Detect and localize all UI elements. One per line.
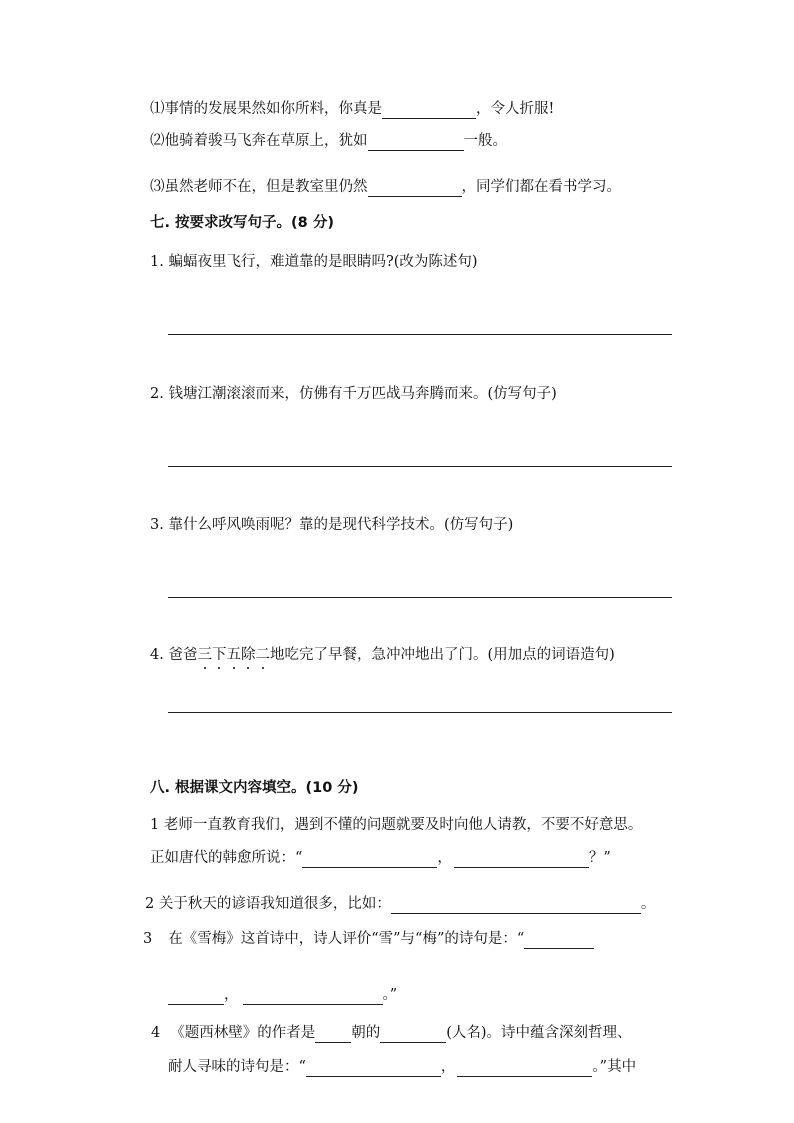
- s8-q1-lead: 正如唐代的韩愈所说：“: [150, 850, 303, 866]
- s7-answer-line-3[interactable]: [168, 597, 672, 598]
- dotted-char: 三: [197, 647, 212, 663]
- s8-q1-comma: ，: [437, 850, 452, 866]
- s6-item-2-tail: 一般。: [463, 133, 507, 149]
- section-8-title: 八. 根据课文内容填空。(10 分): [150, 780, 359, 796]
- section-7-title: 七. 按要求改写句子。(8 分): [150, 215, 334, 231]
- dotted-char: 五: [226, 647, 241, 663]
- s8-q4-blank-author[interactable]: [380, 1026, 446, 1043]
- s8-q4-blank-1[interactable]: [306, 1060, 441, 1077]
- s6-item-2-text: ⑵他骑着骏马飞奔在草原上，犹如: [150, 133, 368, 149]
- s8-q2-blank[interactable]: [391, 897, 641, 914]
- s8-q3-line2: [168, 985, 397, 1005]
- s7-question-3: 3. 靠什么呼风唤雨呢？靠的是现代科学技术。(仿写句子): [150, 517, 514, 533]
- s8-q4-text-a: 《题西林壁》的作者是: [170, 1025, 316, 1041]
- s7-question-2: 2. 钱塘江潮滚滚而来，仿佛有千万匹战马奔腾而来。(仿写句子): [150, 386, 557, 402]
- s7-answer-line-2[interactable]: [168, 466, 672, 467]
- dotted-char: 二: [255, 647, 270, 663]
- s6-item-1-tail: ，令人折服!: [476, 101, 555, 117]
- s8-q4-comma: ，: [440, 1059, 456, 1075]
- s8-q4-number: 4: [151, 1025, 161, 1041]
- dotted-char: 除: [240, 647, 256, 663]
- s6-item-1-blank[interactable]: [382, 102, 476, 119]
- s8-q3-number: 3: [143, 931, 153, 947]
- s8-q2: [145, 894, 655, 914]
- s8-q3-line1: [143, 929, 594, 949]
- s7-question-4: [150, 645, 615, 665]
- s8-q4-text-c: (人名)。诗中蕴含深刻哲理、: [446, 1025, 632, 1041]
- dotted-char: 下: [211, 647, 227, 663]
- s8-q1-blank-2[interactable]: [454, 851, 589, 868]
- s8-q4-blank-2[interactable]: [457, 1060, 592, 1077]
- s7-q4-lead: 4. 爸爸: [150, 647, 198, 663]
- s6-item-2: [150, 131, 507, 151]
- s6-item-2-blank[interactable]: [368, 134, 464, 151]
- s7-answer-line-4[interactable]: [168, 712, 672, 713]
- s8-q3-blank-1[interactable]: [524, 932, 594, 949]
- s8-q1-blank-1[interactable]: [302, 851, 437, 868]
- s8-q3-text: 在《雪梅》这首诗中，诗人评价“雪”与“梅”的诗句是：“: [168, 931, 525, 947]
- s8-q4-blank-dynasty[interactable]: [315, 1026, 351, 1043]
- s8-q3-end: 。”: [382, 987, 398, 1003]
- s8-q3-blank-2[interactable]: [243, 988, 383, 1005]
- s6-item-1-text: ⑴事情的发展果然如你所料，你真是: [150, 101, 382, 117]
- s6-item-3-tail: ，同学们都在看书学习。: [461, 179, 621, 195]
- s8-q1-line1: 1 老师一直教育我们，遇到不懂的问题就要及时向他人请教，不要不好意思。: [150, 817, 643, 833]
- s7-q4-tail: 地吃完了早餐，急冲冲地出了门。(用加点的词语造句): [269, 647, 615, 663]
- s6-item-1: [150, 99, 554, 119]
- s7-answer-line-1[interactable]: [168, 334, 672, 335]
- s8-q4-line1: [151, 1023, 632, 1043]
- s6-item-3: [150, 177, 621, 197]
- s8-q4-lead: 耐人寻味的诗句是：“: [168, 1059, 306, 1075]
- s8-q2-text: 2 关于秋天的谚语我知道很多，比如：: [145, 896, 391, 912]
- s6-item-3-blank[interactable]: [368, 180, 462, 197]
- s8-q1-end: ？”: [588, 850, 611, 866]
- s8-q1-line2: [150, 848, 611, 868]
- s8-q4-text-b: 朝的: [351, 1025, 381, 1041]
- s6-item-3-text: ⑶虽然老师不在，但是教室里仍然: [150, 179, 368, 195]
- s8-q2-end: 。: [640, 896, 656, 912]
- s8-q3-blank-1-cont[interactable]: [168, 988, 224, 1005]
- s8-q4-end: 。”其中: [592, 1059, 637, 1075]
- s8-q4-line2: [168, 1057, 636, 1077]
- s8-q3-comma: ，: [224, 987, 239, 1003]
- s7-question-1: 1. 蝙蝠夜里飞行，难道靠的是眼睛吗?(改为陈述句): [150, 254, 478, 270]
